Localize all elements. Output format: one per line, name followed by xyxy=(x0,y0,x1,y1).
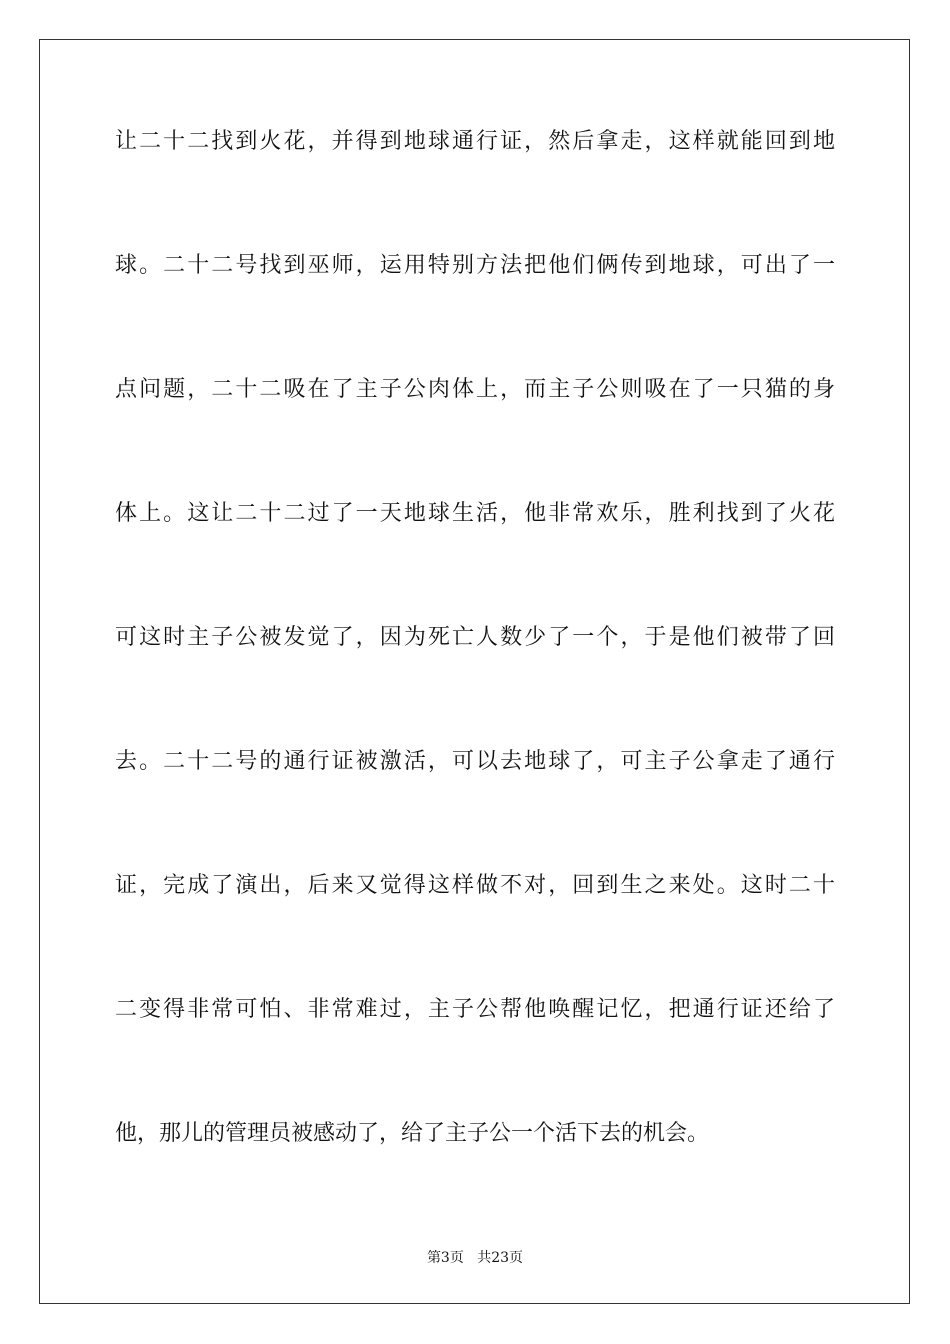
text-line: 体上。这让二十二过了一天地球生活，他非常欢乐，胜利找到了火花 xyxy=(115,501,835,526)
text-line: 点问题，二十二吸在了主子公肉体上，而主子公则吸在了一只猫的身 xyxy=(115,377,835,402)
text-line: 证，完成了演出，后来又觉得这样做不对，回到生之来处。这时二十 xyxy=(115,873,835,898)
page-number: 第3页 xyxy=(426,1250,464,1266)
text-line: 可这时主子公被发觉了，因为死亡人数少了一个，于是他们被带了回 xyxy=(115,625,835,650)
text-line: 去。二十二号的通行证被激活，可以去地球了，可主子公拿走了通行 xyxy=(115,749,835,774)
page-footer xyxy=(0,1249,950,1267)
page-total: 共23页 xyxy=(477,1250,524,1266)
text-line: 二变得非常可怕、非常难过，主子公帮他唤醒记忆，把通行证还给了 xyxy=(115,997,835,1022)
text-line: 让二十二找到火花，并得到地球通行证，然后拿走，这样就能回到地 xyxy=(115,129,835,154)
text-line: 球。二十二号找到巫师，运用特别方法把他们俩传到地球，可出了一 xyxy=(115,253,835,278)
text-line: 他，那儿的管理员被感动了，给了主子公一个活下去的机会。 xyxy=(115,1121,710,1146)
body-text xyxy=(115,127,835,1243)
